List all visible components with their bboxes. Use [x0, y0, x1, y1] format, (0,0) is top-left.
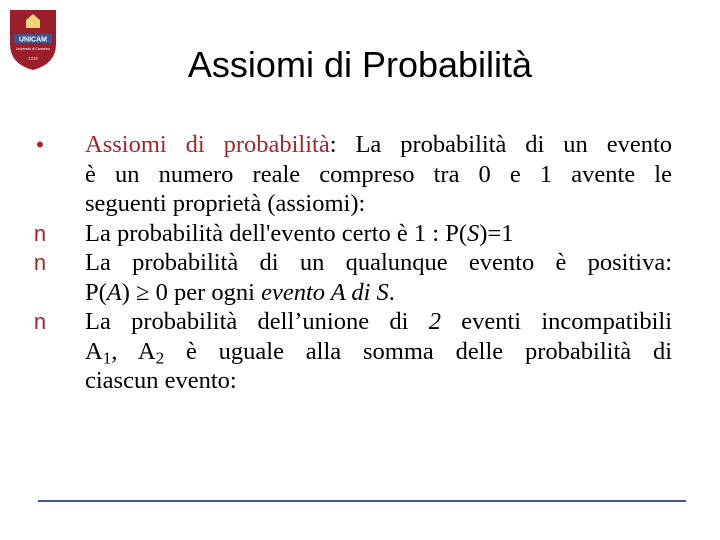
bullet-line: La probabilità di un qualunque evento è positiva:: [85, 249, 672, 276]
bullet-certain-event: [30, 219, 672, 249]
bullet-marker: n: [33, 309, 47, 334]
footer-divider: [38, 500, 686, 502]
logo-subtitle: Università di Camerino: [15, 47, 51, 51]
bullet-line: Assiomi di probabilità: La probabilità di un evento: [85, 131, 672, 158]
bullet-line: La probabilità dell'evento certo è 1 : P(S)=1: [85, 219, 514, 247]
bullet-axioms-intro: [30, 130, 672, 219]
bullet-line: ciascun evento:: [85, 367, 237, 394]
bullet-line: è un numero reale compreso tra 0 e 1 avente le: [85, 160, 672, 188]
bullet-line: P(A) ≥ 0 per ogni evento A di S.: [85, 278, 395, 306]
bullet-line: seguenti proprietà (assiomi):: [85, 190, 366, 217]
slide-title: Assiomi di Probabilità: [187, 44, 533, 85]
logo-year: 1336: [27, 56, 39, 61]
bullet-list: [30, 130, 672, 396]
bullet-marker: •: [36, 132, 44, 157]
bullet-marker: n: [33, 220, 47, 246]
highlight-term: Assiomi di probabilità: [85, 131, 330, 158]
bullet-positivity: [30, 248, 672, 307]
bullet-line: $A_1$, $A_2$ è uguale alla somma delle probabilità di: [85, 337, 673, 367]
bullet-union: [30, 307, 672, 396]
bullet-line: La probabilità dell’unione di 2 eventi incompatibili: [85, 308, 673, 335]
bullet-marker: n: [33, 250, 47, 275]
logo-name: UNICAM: [19, 36, 47, 44]
